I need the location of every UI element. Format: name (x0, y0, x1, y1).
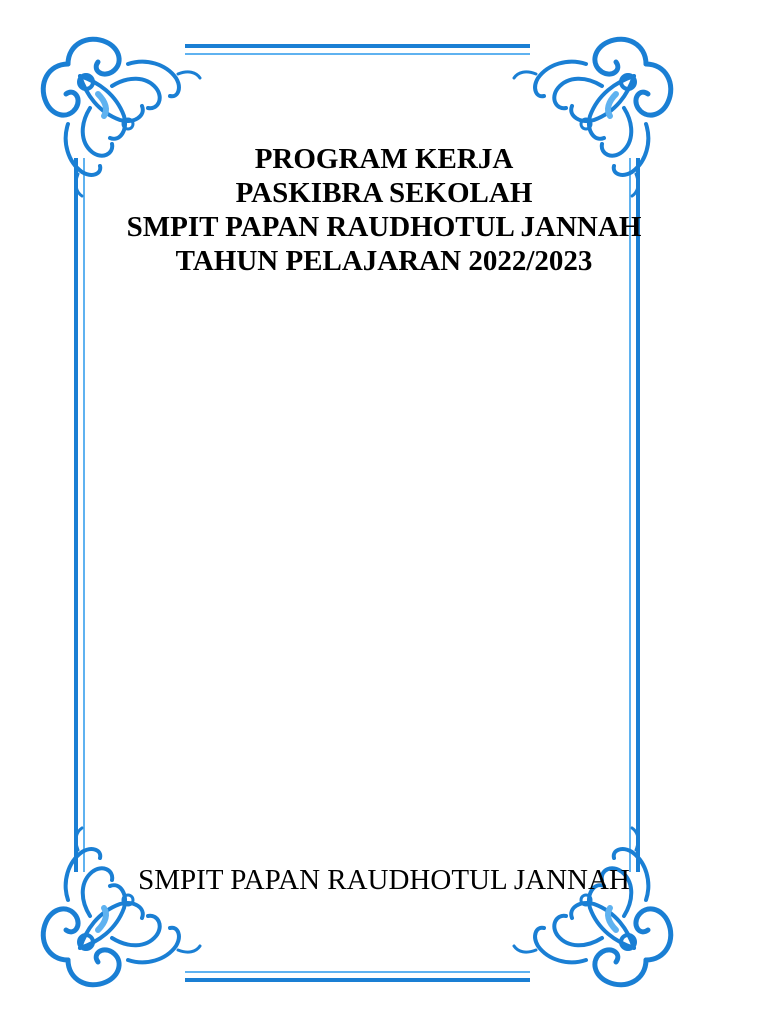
document-title (120, 142, 648, 278)
title-line-organization: PASKIBRA SEKOLAH (235, 177, 533, 209)
ornamental-corner-bottom-right-icon (514, 828, 671, 985)
ornamental-corner-bottom-left-icon (43, 828, 200, 985)
footer-school-name: SMPIT PAPAN RAUDHOTUL JANNAH (138, 864, 630, 896)
title-line-year: TAHUN PELAJARAN 2022/2023 (175, 245, 593, 277)
title-line-program: PROGRAM KERJA (254, 143, 514, 175)
title-line-school: SMPIT PAPAN RAUDHOTUL JANNAH (126, 211, 642, 243)
